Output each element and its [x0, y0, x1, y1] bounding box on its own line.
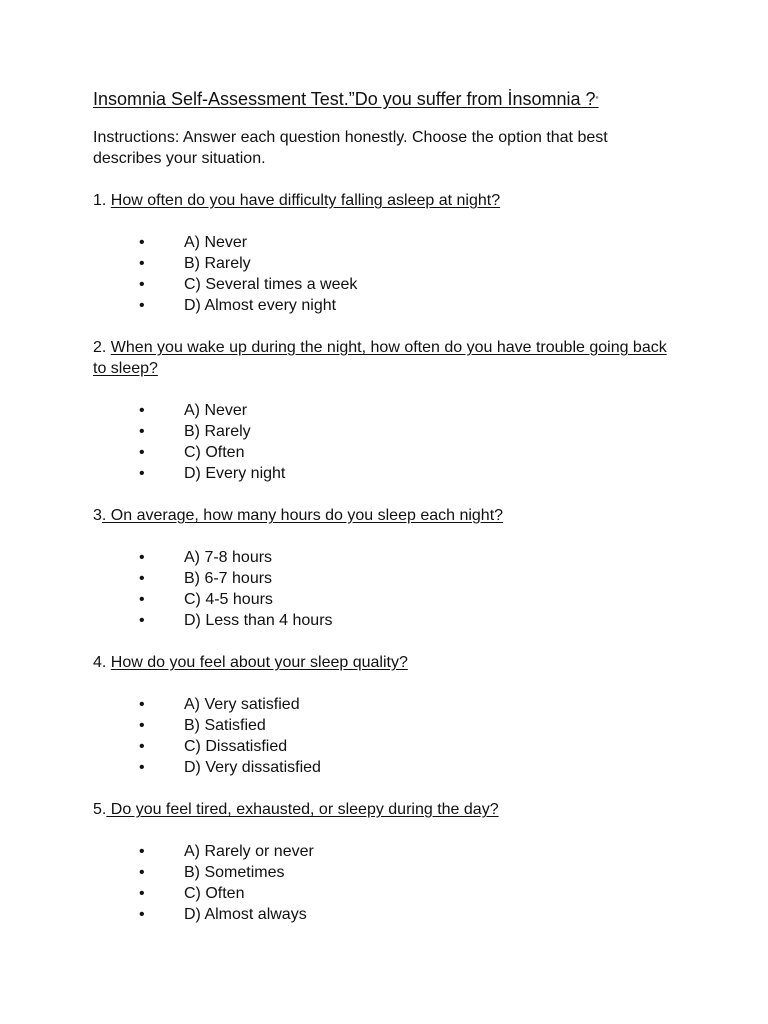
bullet-icon: •	[139, 402, 145, 419]
question-label: Do you feel tired, exhausted, or sleepy during the day?	[106, 801, 499, 818]
option-item	[93, 421, 673, 442]
option-item	[93, 400, 673, 421]
question-text	[93, 190, 673, 211]
option-item	[93, 610, 673, 631]
title-text: Insomnia Self-Assessment Test.”Do you suffer from İnsomnia ?	[93, 89, 596, 109]
question-number: 1.	[93, 192, 111, 209]
bullet-icon: •	[139, 255, 145, 272]
bullet-icon: •	[139, 549, 145, 566]
option-label: A) Very satisfied	[184, 696, 300, 713]
instructions-text: Instructions: Answer each question honestly. Choose the option that best describes your situation.	[93, 129, 608, 167]
option-label: B) 6-7 hours	[184, 570, 273, 587]
option-list	[93, 400, 673, 484]
document-page	[93, 86, 673, 925]
question-label: . On average, how many hours do you sleep each night?	[101, 507, 504, 524]
option-item	[93, 463, 673, 484]
option-item	[93, 442, 673, 463]
question-label: How often do you have difficulty falling asleep at night?	[110, 192, 501, 209]
question-list	[93, 190, 673, 925]
option-label: B) Sometimes	[184, 864, 285, 881]
bullet-icon: •	[139, 717, 145, 734]
question-number: 3	[93, 507, 102, 524]
bullet-icon: •	[139, 843, 145, 860]
option-item	[93, 757, 673, 778]
option-item	[93, 841, 673, 862]
option-item	[93, 589, 673, 610]
question-number: 5.	[93, 801, 107, 818]
question-text	[93, 652, 673, 673]
bullet-icon: •	[139, 759, 145, 776]
question-text	[93, 505, 673, 526]
bullet-icon: •	[139, 738, 145, 755]
bullet-icon: •	[139, 276, 145, 293]
question-1	[93, 190, 673, 316]
option-label: D) Every night	[184, 465, 286, 482]
title-closing-quote: ”	[595, 95, 599, 105]
bullet-icon: •	[139, 885, 145, 902]
option-label: D) Almost always	[184, 906, 307, 923]
option-label: D) Less than 4 hours	[184, 612, 333, 629]
bullet-icon: •	[139, 591, 145, 608]
option-label: A) Never	[184, 234, 248, 251]
question-2	[93, 337, 673, 484]
question-label: When you wake up during the night, how often do you have trouble going back to sleep?	[93, 339, 667, 377]
option-item	[93, 736, 673, 757]
option-item	[93, 883, 673, 904]
bullet-icon: •	[139, 444, 145, 461]
option-item	[93, 232, 673, 253]
option-list	[93, 694, 673, 778]
option-item	[93, 295, 673, 316]
option-item	[93, 253, 673, 274]
bullet-icon: •	[139, 864, 145, 881]
option-item	[93, 715, 673, 736]
question-text	[93, 337, 673, 379]
option-list	[93, 547, 673, 631]
bullet-icon: •	[139, 612, 145, 629]
option-item	[93, 904, 673, 925]
bullet-icon: •	[139, 696, 145, 713]
option-list	[93, 841, 673, 925]
option-label: C) 4-5 hours	[184, 591, 273, 608]
bullet-icon: •	[139, 570, 145, 587]
option-label: C) Often	[184, 885, 245, 902]
option-label: A) Never	[184, 402, 248, 419]
question-5	[93, 799, 673, 925]
option-label: C) Often	[184, 444, 245, 461]
option-label: A) Rarely or never	[184, 843, 314, 860]
option-label: A) 7-8 hours	[184, 549, 273, 566]
bullet-icon: •	[139, 465, 145, 482]
option-label: D) Very dissatisfied	[184, 759, 321, 776]
bullet-icon: •	[139, 906, 145, 923]
question-number: 4.	[93, 654, 111, 671]
option-label: D) Almost every night	[184, 297, 337, 314]
option-label: C) Dissatisfied	[184, 738, 288, 755]
option-item	[93, 274, 673, 295]
page-title	[93, 86, 673, 113]
option-label: B) Rarely	[184, 255, 251, 272]
option-item	[93, 547, 673, 568]
option-label: B) Satisfied	[184, 717, 266, 734]
bullet-icon: •	[139, 234, 145, 251]
option-label: B) Rarely	[184, 423, 251, 440]
question-text	[93, 799, 673, 820]
question-number: 2.	[93, 339, 111, 356]
question-3	[93, 505, 673, 631]
option-list	[93, 232, 673, 316]
option-item	[93, 694, 673, 715]
option-item	[93, 862, 673, 883]
option-item	[93, 568, 673, 589]
bullet-icon: •	[139, 423, 145, 440]
bullet-icon: •	[139, 297, 145, 314]
question-label: How do you feel about your sleep quality?	[110, 654, 408, 671]
question-4	[93, 652, 673, 778]
option-label: C) Several times a week	[184, 276, 358, 293]
